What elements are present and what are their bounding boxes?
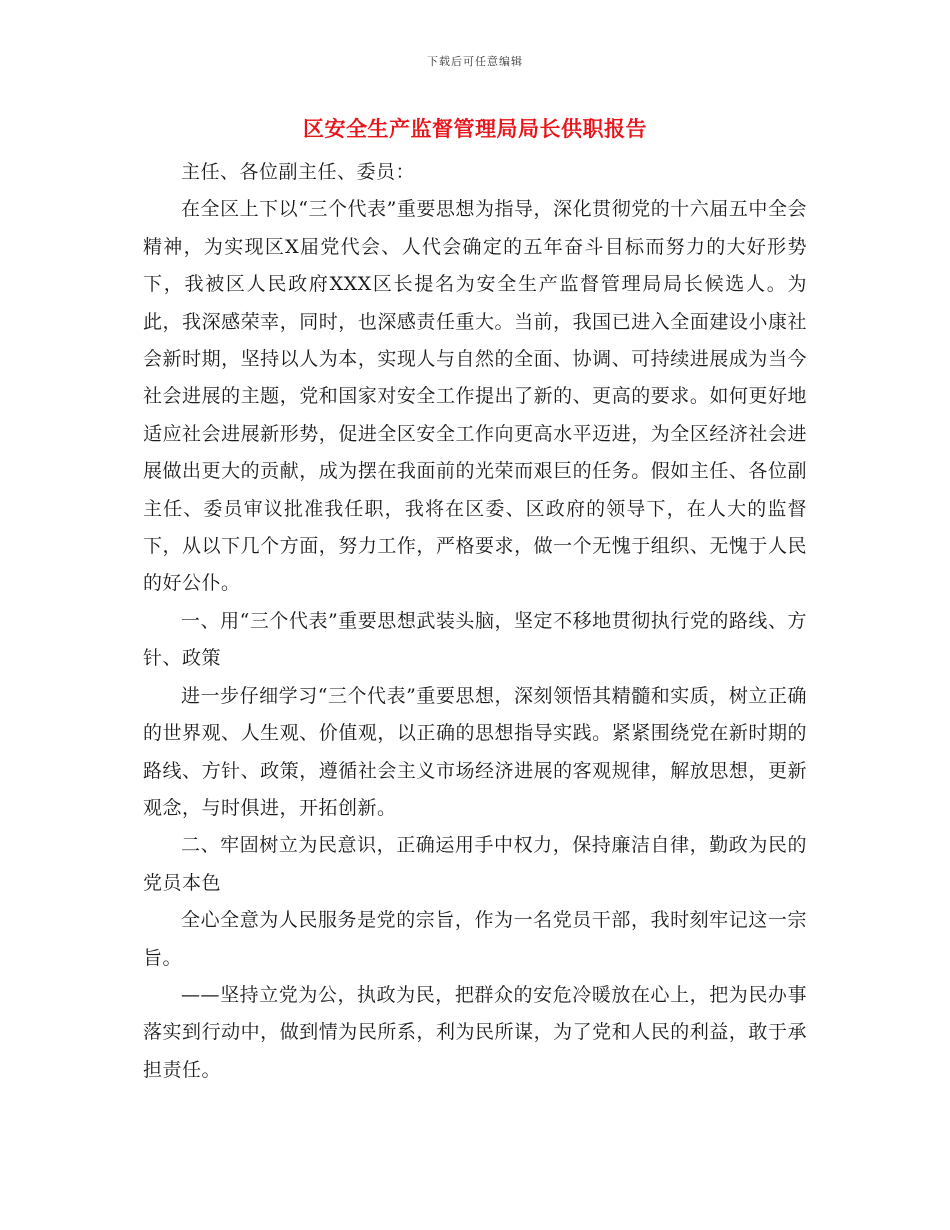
- section-heading-1: 一、用“三个代表”重要思想武装头脑，坚定不移地贯彻执行党的路线、方针、政策: [143, 609, 807, 670]
- section-heading-2: 二、牢固树立为民意识，正确运用手中权力，保持廉洁自律，勤政为民的党员本色: [143, 834, 807, 894]
- section-1-paragraph: 进一步仔细学习“三个代表”重要思想，深刻领悟其精髓和实质，树立正确的世界观、人生观、价值观，以正确的思想指导实践。紧紧围绕党在新时期的路线、方针、政策，遵循社会主义市场经济进展的客观规律，解放思想，更新观念，与时俱进，开拓创新。: [143, 684, 807, 819]
- intro-paragraph: 在全区上下以“三个代表”重要思想为指导，深化贯彻党的十六届五中全会精神，为实现区X届党代会、人代会确定的五年奋斗目标而努力的大好形势下，我被区人民政府XXX区长提名为安全生产监督管理局局长候选人。为此，我深感荣幸，同时，也深感责任重大。当前，我国已进入全面建设小康社会新时期，坚持以人为本，实现人与自然的全面、协调、可持续进展成为当今社会进展的主题，党和国家对安全工作提出了新的、更高的要求。如何更好地适应社会进展新形势，促进全区安全工作向更高水平迈进，为全区经济社会进展做出更大的贡献，成为摆在我面前的光荣而艰巨的任务。假如主任、各位副主任、委员审议批准我任职，我将在区委、区政府的领导下，在人大的监督下，从以下几个方面，努力工作，严格要求，做一个无愧于组织、无愧于人民的好公仆。: [143, 198, 807, 595]
- document-body: [143, 154, 807, 1089]
- section-2-paragraph: 全心全意为人民服务是党的宗旨，作为一名党员干部，我时刻牢记这一宗旨。: [143, 909, 807, 969]
- salutation-paragraph: 主任、各位副主任、委员：: [181, 161, 416, 183]
- section-2-bullet-paragraph: ——坚持立党为公，执政为民，把群众的安危冷暖放在心上，把为民办事落实到行动中，做到情为民所系，利为民所谋，为了党和人民的利益，敢于承担责任。: [143, 983, 807, 1081]
- page-header-note: 下载后可任意编辑: [427, 55, 523, 68]
- document-title: 区安全生产监督管理局局长供职报告: [303, 116, 647, 141]
